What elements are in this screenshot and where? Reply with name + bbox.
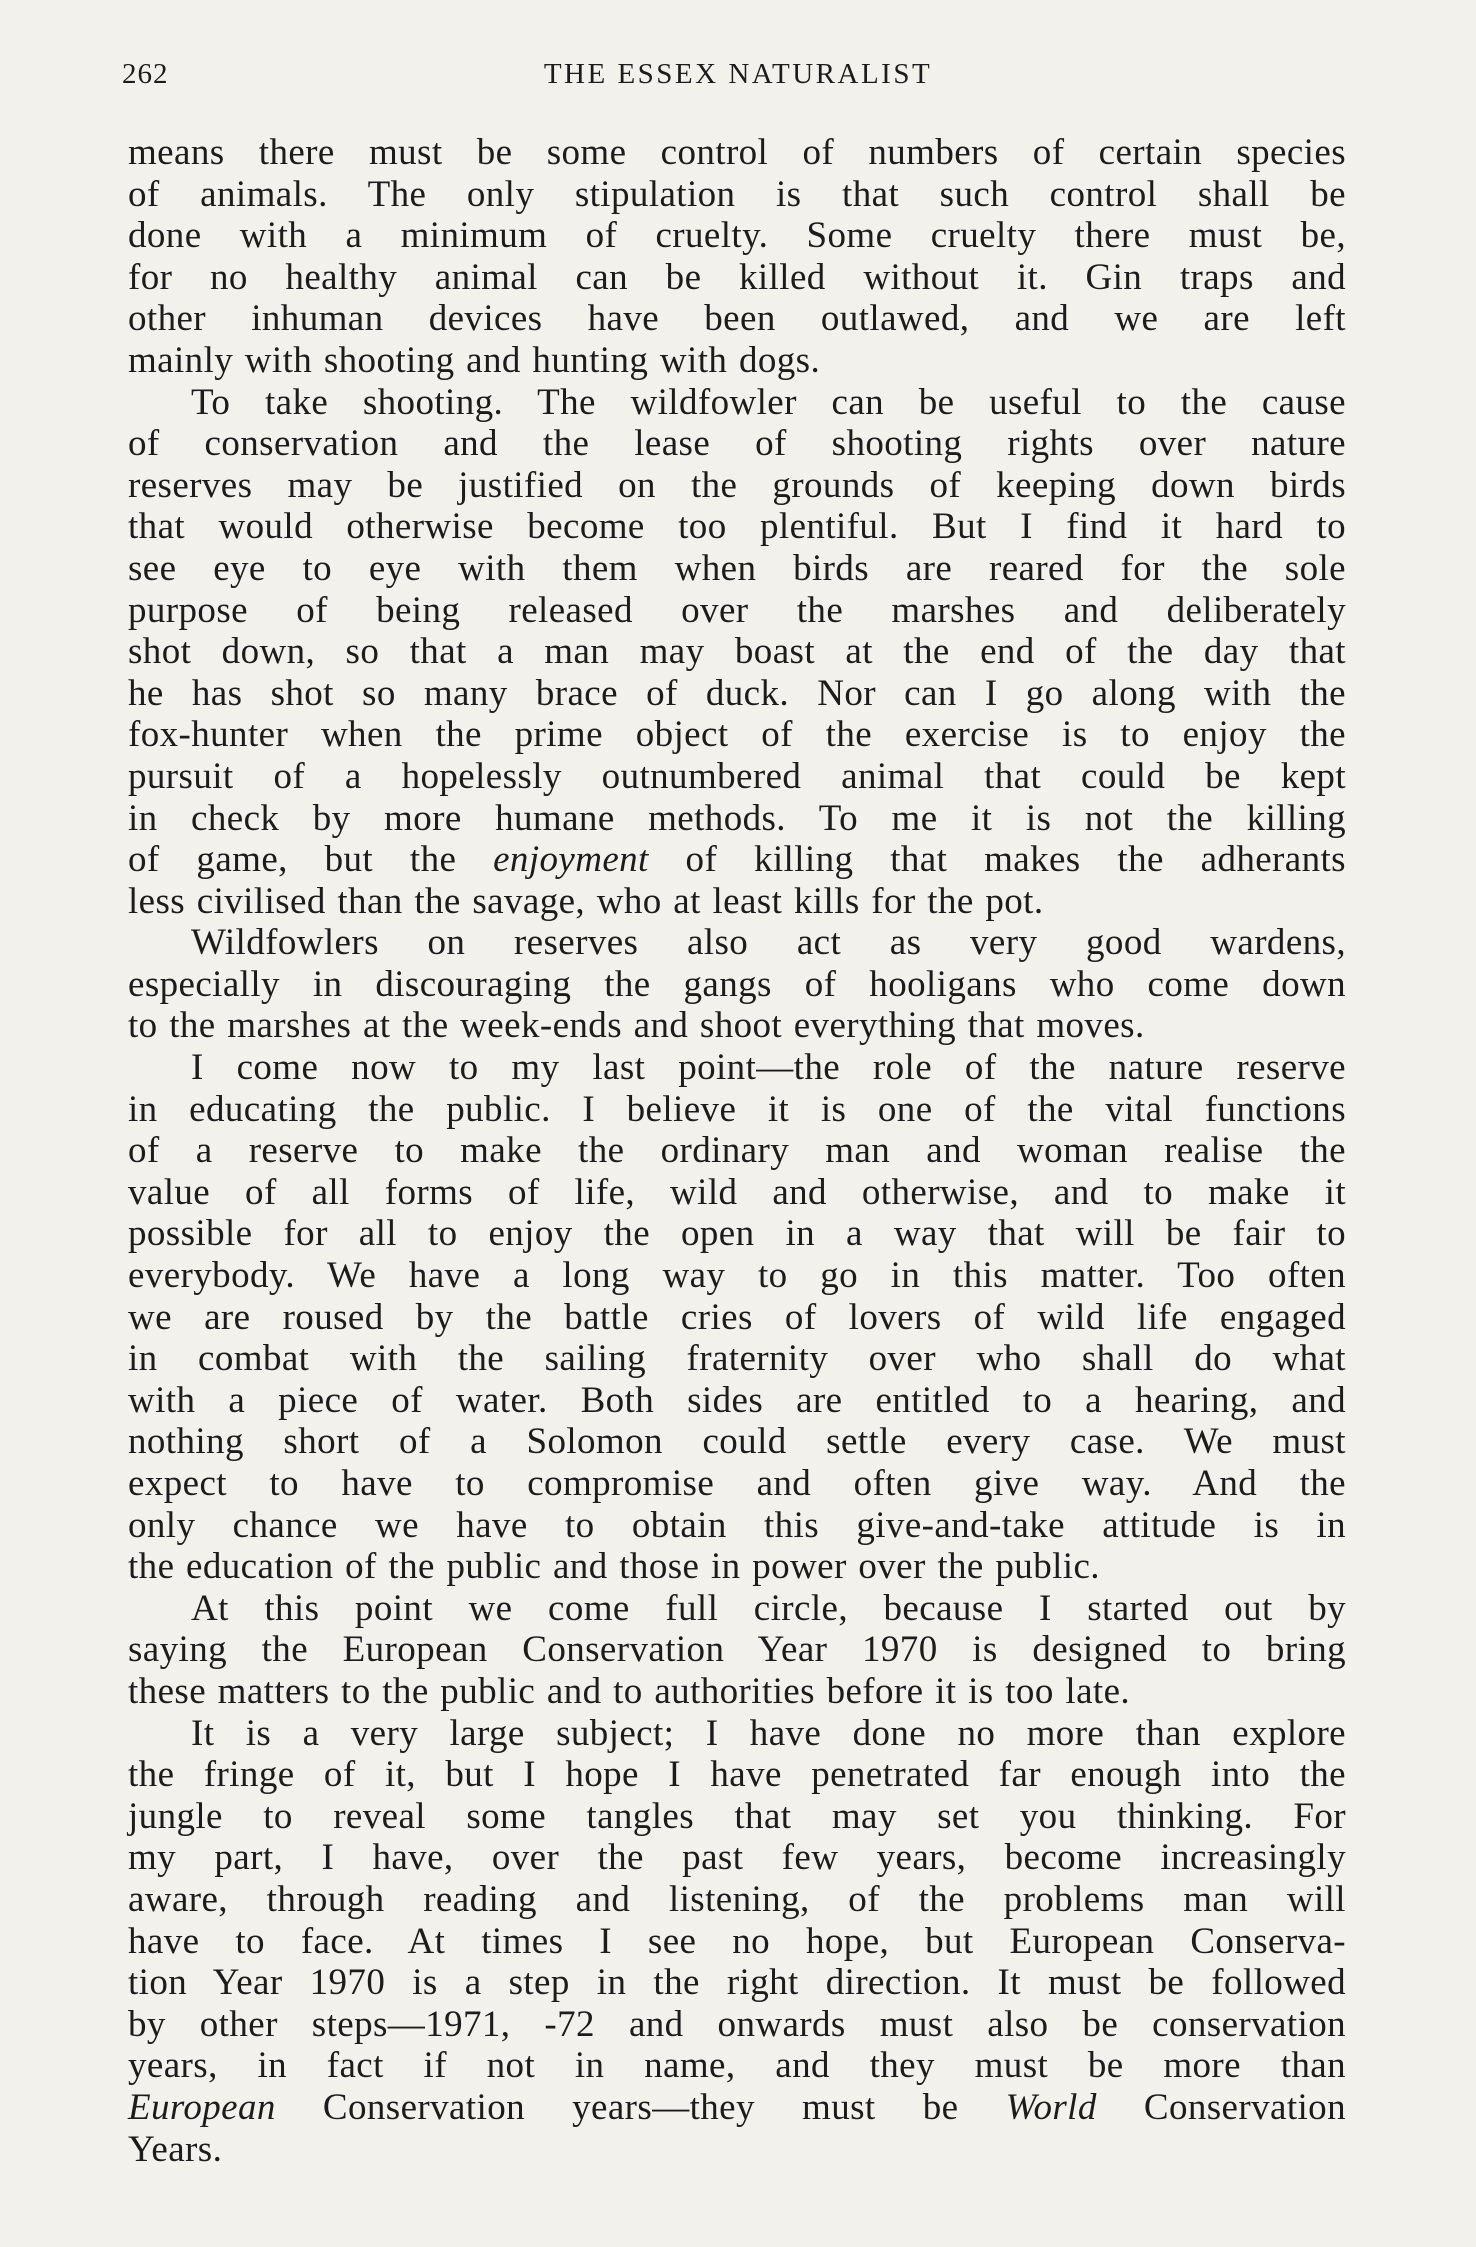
text-line (128, 1380, 1346, 1422)
text-line (128, 506, 1346, 548)
text-line (128, 1629, 1346, 1671)
text-line (128, 174, 1346, 216)
text-segment: of a reserve to make the ordinary man and woman realise the (128, 1130, 1346, 1172)
text-line (128, 1421, 1346, 1463)
text-line (128, 2129, 1346, 2171)
italic-text: European (128, 2086, 276, 2128)
page-number: 262 (122, 58, 169, 90)
text-line (128, 132, 1346, 174)
text-line (128, 922, 1346, 964)
text-line (128, 756, 1346, 798)
text-line (128, 1297, 1346, 1339)
text-segment: mainly with shooting and hunting with dogs. (128, 339, 821, 381)
text-line (128, 257, 1346, 299)
text-line (128, 1172, 1346, 1214)
text-line (128, 2045, 1346, 2087)
text-segment: in check by more humane methods. To me it is not the killing (128, 797, 1346, 839)
text-line (128, 590, 1346, 632)
text-segment: my part, I have, over the past few years, become increasingly (128, 1837, 1346, 1879)
text-segment: that would otherwise become too plentiful. But I find it hard to (128, 506, 1346, 548)
text-segment: To take shooting. The wildfowler can be useful to the cause (191, 381, 1346, 423)
paragraph (128, 922, 1346, 1047)
text-segment: especially in discouraging the gangs of hooligans who come down (128, 963, 1346, 1005)
text-line (128, 1089, 1346, 1131)
text-line (128, 2004, 1346, 2046)
text-line (128, 1005, 1346, 1047)
text-segment: means there must be some control of numbers of certain species (128, 132, 1346, 173)
text-segment: the fringe of it, but I hope I have penetrated far enough into the (128, 1754, 1346, 1796)
italic-text: enjoyment (493, 839, 649, 881)
text-line (128, 1921, 1346, 1963)
text-line (128, 1588, 1346, 1630)
text-segment: value of all forms of life, wild and otherwise, and to make it (128, 1171, 1346, 1213)
text-line (128, 881, 1346, 923)
text-line (128, 215, 1346, 257)
text-line (128, 798, 1346, 840)
article-body (128, 132, 1346, 2170)
text-line (128, 631, 1346, 673)
text-line (128, 298, 1346, 340)
text-line (128, 839, 1346, 881)
running-head: THE ESSEX NATURALIST (543, 58, 933, 90)
italic-text: World (1005, 2086, 1097, 2128)
text-segment: Years. (128, 2128, 223, 2170)
text-segment: in combat with the sailing fraternity over who shall do what (128, 1338, 1346, 1380)
text-segment: done with a minimum of cruelty. Some cruelty there must be, (128, 215, 1346, 257)
text-segment: years, in fact if not in name, and they must be more than (128, 2045, 1346, 2087)
text-line (128, 1338, 1346, 1380)
text-segment: see eye to eye with them when birds are reared for the sole (128, 547, 1346, 589)
text-segment: have to face. At times I see no hope, but European Conserva- (128, 1920, 1346, 1962)
text-line (128, 1713, 1346, 1755)
text-line (128, 423, 1346, 465)
text-segment: of conservation and the lease of shooting rights over nature (128, 423, 1346, 465)
paragraph (128, 132, 1346, 382)
text-segment: only chance we have to obtain this give-and-take attitude is in (128, 1504, 1346, 1546)
text-segment: he has shot so many brace of duck. Nor can I go along with the (128, 672, 1346, 714)
text-line (128, 1047, 1346, 1089)
text-line (128, 1505, 1346, 1547)
text-line (128, 548, 1346, 590)
text-segment: by other steps—1971, -72 and onwards must also be conservation (128, 2003, 1346, 2045)
text-segment: of killing that makes the adherants (648, 839, 1346, 881)
text-line (128, 1962, 1346, 2004)
text-segment: with a piece of water. Both sides are entitled to a hearing, and (128, 1379, 1346, 1421)
paragraph (128, 1588, 1346, 1713)
text-segment: of game, but the (128, 839, 494, 881)
text-line (128, 1754, 1346, 1796)
text-line (128, 1837, 1346, 1879)
text-segment: other inhuman devices have been outlawed, and we are left (128, 298, 1346, 340)
text-line (128, 465, 1346, 507)
text-line (128, 1130, 1346, 1172)
text-segment: we are roused by the battle cries of lovers of wild life engaged (128, 1296, 1346, 1338)
text-segment: possible for all to enjoy the open in a way that will be fair to (128, 1213, 1346, 1255)
text-segment: tion Year 1970 is a step in the right direction. It must be followed (128, 1962, 1346, 2004)
text-segment: the education of the public and those in power over the public. (128, 1546, 1100, 1588)
text-segment: fox-hunter when the prime object of the exercise is to enjoy the (128, 714, 1346, 756)
text-segment: purpose of being released over the marshes and deliberately (128, 589, 1346, 631)
paragraph (128, 1047, 1346, 1588)
text-segment: these matters to the public and to authorities before it is too late. (128, 1670, 1131, 1712)
text-line (128, 2087, 1346, 2129)
text-segment: of animals. The only stipulation is that such control shall be (128, 173, 1346, 215)
text-segment: everybody. We have a long way to go in this matter. Too often (128, 1255, 1346, 1297)
text-segment: shot down, so that a man may boast at the end of the day that (128, 631, 1346, 673)
text-segment: aware, through reading and listening, of the problems man will (128, 1878, 1346, 1920)
text-line (128, 1463, 1346, 1505)
text-segment: pursuit of a hopelessly outnumbered animal that could be kept (128, 755, 1346, 797)
text-segment: jungle to reveal some tangles that may set you thinking. For (128, 1795, 1346, 1837)
text-segment: I come now to my last point—the role of the nature reserve (191, 1047, 1346, 1089)
text-segment: in educating the public. I believe it is one of the vital functions (128, 1088, 1346, 1130)
text-line (128, 1255, 1346, 1297)
text-segment: for no healthy animal can be killed without it. Gin traps and (128, 256, 1346, 298)
text-line (128, 964, 1346, 1006)
text-segment: Conservation years—they must be (275, 2086, 1006, 2128)
text-line (128, 382, 1346, 424)
text-segment: It is a very large subject; I have done no more than explore (191, 1712, 1346, 1754)
paragraph (128, 382, 1346, 923)
text-line (128, 673, 1346, 715)
text-segment: nothing short of a Solomon could settle every case. We must (128, 1421, 1346, 1463)
text-line (128, 1671, 1346, 1713)
text-segment: to the marshes at the week-ends and shoot everything that moves. (128, 1005, 1145, 1047)
paragraph (128, 1713, 1346, 2171)
text-line (128, 340, 1346, 382)
text-line (128, 714, 1346, 756)
text-segment: less civilised than the savage, who at least kills for the pot. (128, 880, 1044, 922)
text-segment: At this point we come full circle, because I started out by (191, 1587, 1346, 1629)
text-line (128, 1213, 1346, 1255)
text-line (128, 1546, 1346, 1588)
text-segment: saying the European Conservation Year 1970 is designed to bring (128, 1629, 1346, 1671)
text-line (128, 1879, 1346, 1921)
text-line (128, 1796, 1346, 1838)
text-segment: Conservation (1096, 2086, 1346, 2128)
text-segment: Wildfowlers on reserves also act as very good wardens, (191, 922, 1346, 964)
text-segment: expect to have to compromise and often give way. And the (128, 1463, 1346, 1504)
text-segment: reserves may be justified on the grounds of keeping down birds (128, 464, 1346, 506)
